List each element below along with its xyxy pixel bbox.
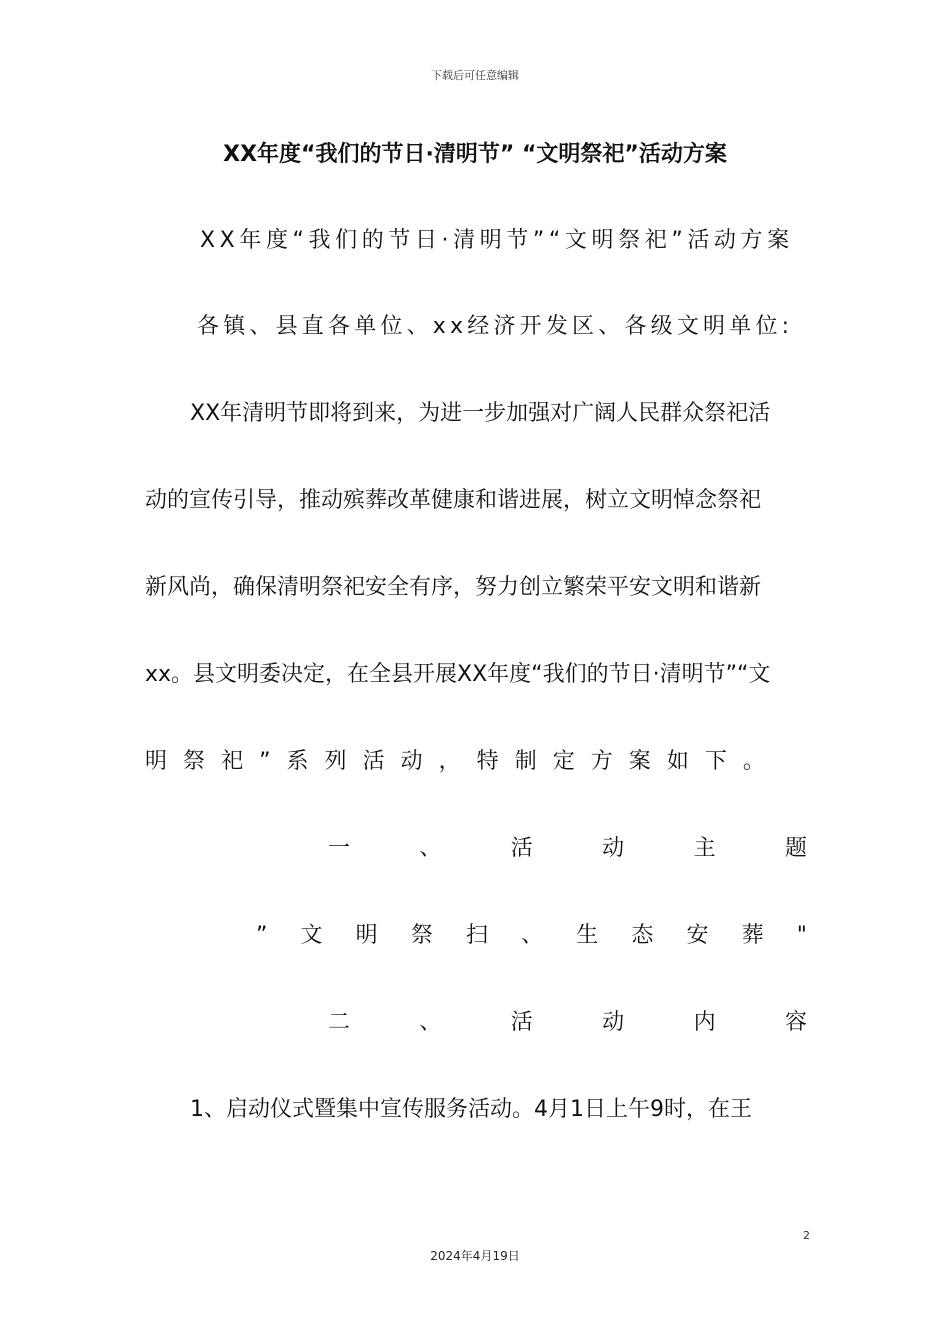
char: 动: [602, 1010, 625, 1035]
body-line-paragraph-2: 动的宣传引导，推动殡葬改革健康和谐进展，树立文明悼念祭祀: [145, 488, 762, 513]
char: 明: [145, 749, 168, 774]
body-text: XX年度“我们的节日·清明节”“文明祭祀”活动方案: [200, 228, 794, 253]
body-line-paragraph-4: xx。县文明委决定，在全县开展XX年度“我们的节日·清明节”“文: [145, 662, 771, 687]
char: ，: [438, 749, 461, 774]
char: 态: [631, 923, 654, 948]
char: 、: [521, 923, 544, 948]
char: 文: [300, 923, 323, 948]
char: 活: [510, 836, 533, 861]
char: 安: [686, 923, 709, 948]
char: 主: [693, 836, 716, 861]
char: 活: [362, 749, 385, 774]
page-number: 2: [803, 1229, 810, 1242]
body-line-paragraph-5: [145, 747, 765, 777]
theme-slogan: [256, 921, 807, 951]
char: 活: [510, 1010, 533, 1035]
char: 制: [514, 749, 537, 774]
char: 祭: [183, 749, 206, 774]
char: 明: [355, 923, 378, 948]
char: 一: [328, 836, 351, 861]
body-line-recipients: 各镇、县直各单位、xx经济开发区、各级文明单位:: [197, 314, 794, 339]
body-line-item-1: 1、启动仪式暨集中宣传服务活动。4月1日上午9时，在王: [190, 1097, 752, 1122]
footer-date: 2024年4月19日: [430, 1249, 520, 1263]
char: 祭: [410, 923, 433, 948]
body-line-title-repeat: [200, 226, 807, 256]
char: ”: [256, 923, 268, 948]
body-line-paragraph-1: XX年清明节即将到来，为进一步加强对广阔人民群众祭祀活: [190, 401, 771, 426]
header-note: 下载后可任意编辑: [431, 69, 519, 82]
char: 如: [666, 749, 689, 774]
char: 下: [704, 749, 727, 774]
char: 内: [693, 1010, 716, 1035]
char: 定: [552, 749, 575, 774]
char: 容: [784, 1010, 807, 1035]
char: 扫: [465, 923, 488, 948]
char: ": [796, 923, 807, 948]
char: 题: [784, 836, 807, 861]
char: 动: [400, 749, 423, 774]
char: 案: [628, 749, 651, 774]
char: 、: [419, 836, 442, 861]
char: 二: [328, 1010, 351, 1035]
char: ”: [259, 749, 271, 774]
char: 列: [324, 749, 347, 774]
char: 、: [419, 1010, 442, 1035]
body-line-paragraph-3: 新风尚，确保清明祭祀安全有序，努力创立繁荣平安文明和谐新: [145, 575, 762, 600]
char: 。: [742, 749, 765, 774]
char: 方: [590, 749, 613, 774]
char: 葬: [741, 923, 764, 948]
char: 特: [476, 749, 499, 774]
char: 系: [286, 749, 309, 774]
char: 祀: [221, 749, 244, 774]
section-heading-theme: [328, 834, 807, 864]
char: 动: [602, 836, 625, 861]
char: 生: [576, 923, 599, 948]
section-heading-content: [328, 1008, 807, 1038]
document-title: XX年度“我们的节日·清明节” “文明祭祀”活动方案: [223, 142, 727, 167]
